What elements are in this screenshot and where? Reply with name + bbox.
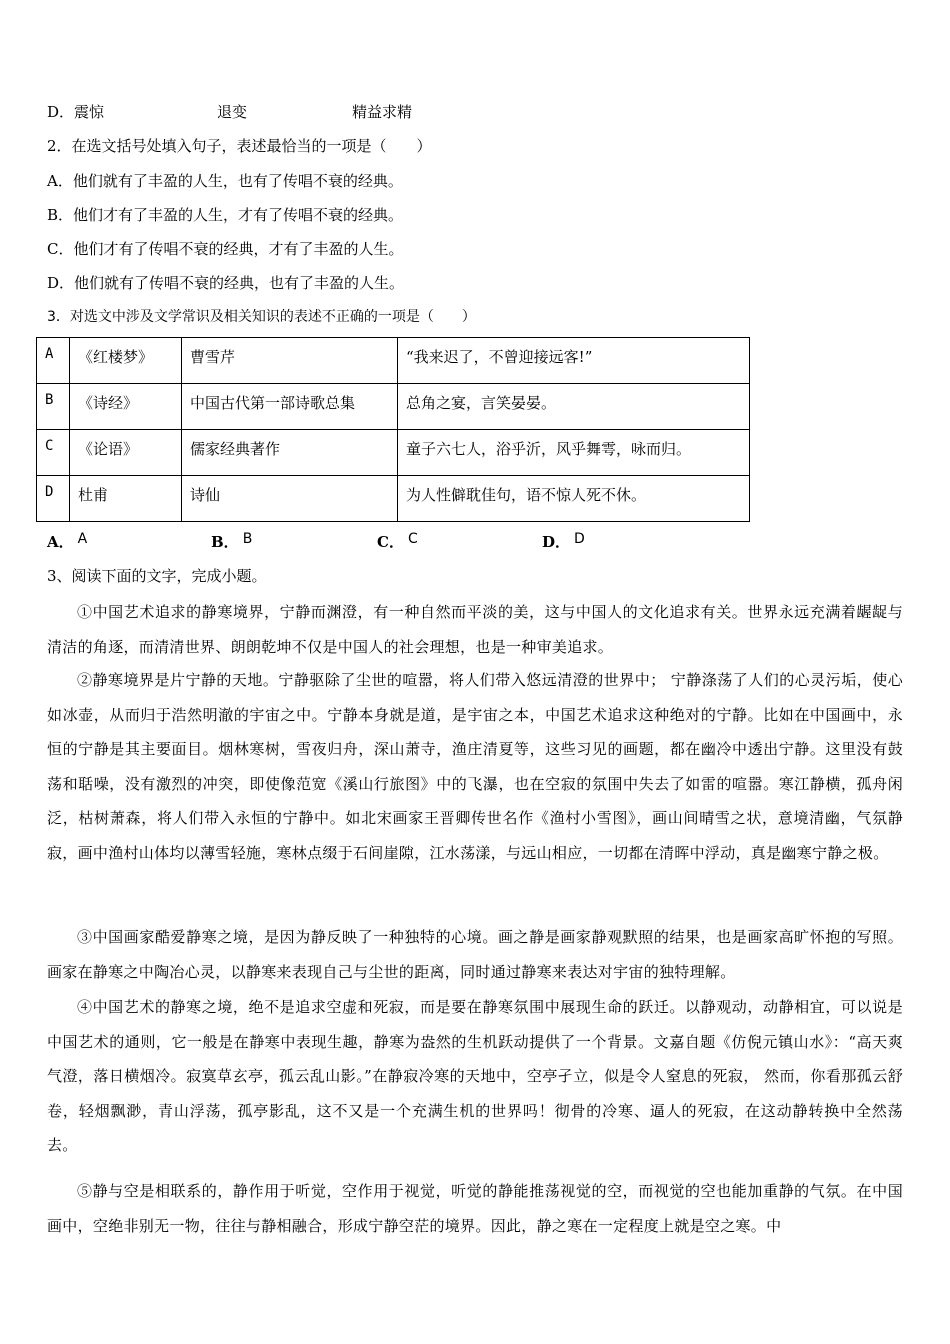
answer-label: D． — [542, 533, 571, 551]
literature-table — [36, 337, 750, 522]
answer-label: A． — [47, 533, 74, 551]
table-cell: 为人性僻耽佳句，语不惊人死不休。 — [398, 476, 750, 522]
answer-value: C — [407, 531, 418, 547]
question-2-stem: 2．在选文括号处填入句子，表述最恰当的一项是（ ） — [47, 137, 432, 155]
answer-option-b[interactable] — [211, 531, 252, 552]
answer-value: D — [574, 531, 585, 547]
table-cell: “我来迟了，不曾迎接远客!” — [398, 338, 750, 384]
question-3-answer-options — [47, 531, 747, 553]
table-cell: 《诗经》 — [70, 384, 182, 430]
table-cell: B — [37, 384, 70, 430]
table-cell: 杜甫 — [70, 476, 182, 522]
reading-paragraph-4: ④中国艺术的静寒之境，绝不是追求空虚和死寂，而是要在静寒氛围中展现生命的跃迁。以静观动，动静相宜，可以说是中国艺术的通则，它一般是在静寒中表现生趣，静寒为盎然的生机跃动提供了一个背景。文嘉自题《仿倪元镇山水》：“高天爽气澄，落日横烟冷。寂寞草玄亭，孤云乱山影。”在静寂冷寒的天地中，空亭孑立，似是令人窒息的死寂， 然而，你看那孤云舒卷，轻烟飘渺，青山浮荡，孤亭影乱，这不又是一个充满生机的世界吗！彻骨的冷寒、逼人的死寂，在这动静转换中全然荡去。 — [47, 998, 903, 1155]
table-cell: 曹雪芹 — [182, 338, 398, 384]
table-row — [37, 430, 750, 476]
table-cell: 中国古代第一部诗歌总集 — [182, 384, 398, 430]
option-d-label: D．震惊 — [47, 103, 105, 121]
table-row — [37, 338, 750, 384]
reading-paragraph-5: ⑤静与空是相联系的，静作用于听觉，空作用于视觉，听觉的静能推荡视觉的空，而视觉的空也能加重静的气氛。在中国画中，空绝非别无一物，往往与静相融合，形成宁静空茫的境界。因此，静之寒在一定程度上就是空之寒。中 — [47, 1182, 903, 1235]
option-d-word-3: 精益求精 — [352, 103, 413, 121]
reading-paragraph-2: ②静寒境界是片宁静的天地。宁静驱除了尘世的喧嚣，将人们带入悠远清澄的世界中； 宁静涤荡了人们的心灵污垢，使心如冰壶，从而归于浩然明澈的宇宙之中。宁静本身就是道，是宇宙之本，中国艺术追求这种绝对的宁静。比如在中国画中，永恒的宁静是其主要面目。烟林寒树，雪夜归舟，深山萧寺，渔庄清夏等，这些习见的画题，都在幽冷中透出宁静。这里没有鼓荡和聒噪，没有激烈的冲突，即使像范宽《溪山行旅图》中的飞瀑，也在空寂的氛围中失去了如雷的喧嚣。寒江静横，孤舟闲泛，枯树萧森，将人们带入永恒的宁静中。如北宋画家王晋卿传世名作《渔村小雪图》，画山间晴雪之状，意境清幽，气氛静寂，画中渔村山体均以薄雪轻施，寒林点缀于石间崖隙，江水荡漾，与远山相应，一切都在清晖中浮动，真是幽寒宁静之极。 — [47, 671, 903, 862]
question-2-option-a: A．他们就有了丰盈的人生，也有了传唱不衰的经典。 — [47, 172, 403, 190]
question-2-option-b: B．他们才有了丰盈的人生，才有了传唱不衰的经典。 — [47, 206, 404, 224]
table-cell: C — [37, 430, 70, 476]
option-d-word-2: 退变 — [217, 103, 248, 121]
answer-value: A — [77, 531, 88, 547]
table-cell: 童子六七人，浴乎沂，风乎舞雩，咏而归。 — [398, 430, 750, 476]
table-cell: 总角之宴，言笑晏晏。 — [398, 384, 750, 430]
table-cell: 《红楼梦》 — [70, 338, 182, 384]
reading-paragraph-1: ①中国艺术追求的静寒境界，宁静而渊澄，有一种自然而平淡的美，这与中国人的文化追求有关。世界永远充满着龌龊与清洁的角逐，而清清世界、朗朗乾坤不仅是中国人的社会理想，也是一种审美追求。 — [47, 603, 903, 656]
table-cell: 儒家经典著作 — [182, 430, 398, 476]
table-row — [37, 384, 750, 430]
question-3-stem: 3．对选文中涉及文学常识及相关知识的表述不正确的一项是（ ） — [47, 309, 476, 325]
table-row — [37, 476, 750, 522]
answer-option-a[interactable] — [47, 531, 87, 552]
section-3-heading: 3、阅读下面的文字，完成小题。 — [47, 567, 267, 585]
table-cell: A — [37, 338, 70, 384]
answer-option-c[interactable] — [377, 531, 418, 552]
answer-label: C． — [377, 533, 404, 551]
table-cell: 《论语》 — [70, 430, 182, 476]
answer-label: B． — [211, 533, 239, 551]
question-2-option-c: C．他们才有了传唱不衰的经典，才有了丰盈的人生。 — [47, 240, 404, 258]
answer-value: B — [242, 531, 253, 547]
answer-option-d[interactable] — [542, 531, 585, 552]
table-cell: D — [37, 476, 70, 522]
question-2-option-d: D．他们就有了传唱不衰的经典，也有了丰盈的人生。 — [47, 274, 405, 292]
table-cell: 诗仙 — [182, 476, 398, 522]
reading-paragraph-3: ③中国画家酷爱静寒之境，是因为静反映了一种独特的心境。画之静是画家静观默照的结果，也是画家高旷怀抱的写照。画家在静寒之中陶冶心灵，以静寒来表现自己与尘世的距离，同时通过静寒来表达对宇宙的独特理解。 — [47, 928, 903, 981]
